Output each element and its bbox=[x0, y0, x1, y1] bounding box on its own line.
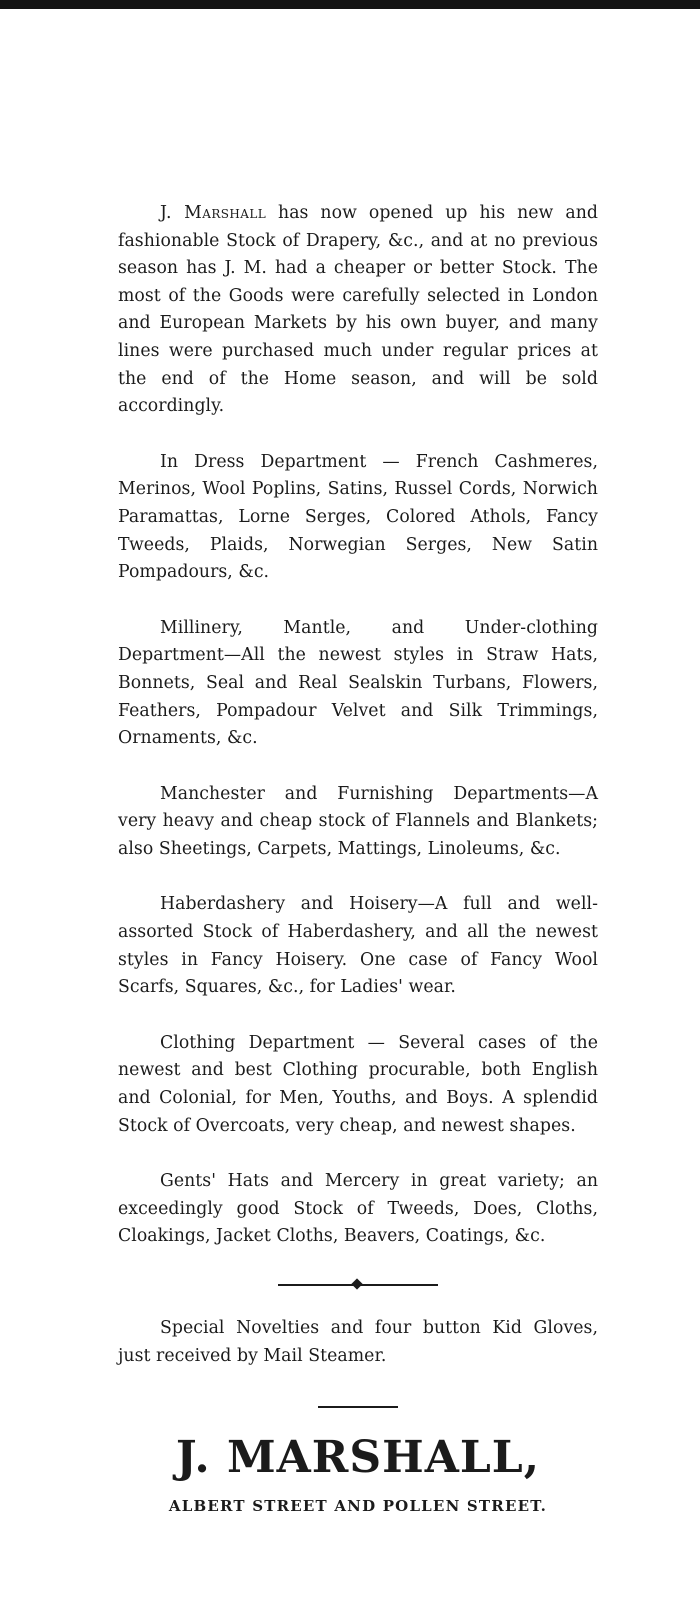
haberdashery-paragraph: Haberdashery and Hoisery—A full and well-assorted Stock of Haberdashery, and all the newest styles in Fancy Hoisery. One case of Fancy Wool Scarfs, Squares, &c., for Ladies' wear. bbox=[118, 894, 598, 998]
manchester-department-paragraph: Manchester and Furnishing Departments—A very heavy and cheap stock of Flannels and Blankets; also Sheetings, Carpets, Mattings, Linoleums, &c. bbox=[118, 783, 598, 859]
novelties-paragraph: Special Novelties and four button Kid Gloves, just received by Mail Steamer. bbox=[118, 1318, 598, 1366]
shop-name-heading: J. MARSHALL, bbox=[175, 1432, 541, 1484]
intro-text: has now opened up his new and fashionable Stock of Drapery, &c., and at no previous season has J. M. had a cheaper or better Stock. The most of the Goods were carefully selected in London and European Markets by his own buyer, and many lines were purchased much under regular prices at the end of the Home season, and will be sold accordingly. bbox=[118, 203, 598, 417]
advertisement bbox=[118, 200, 598, 1515]
shop-address: ALBERT STREET AND POLLEN STREET. bbox=[168, 1497, 548, 1516]
diamond-ornament-icon bbox=[351, 1278, 362, 1289]
gents-mercery-paragraph: Gents' Hats and Mercery in great variety; an exceedingly good Stock of Tweeds, Does, Cloths, Cloakings, Jacket Cloths, Beavers, Coatings, &c. bbox=[118, 1171, 598, 1247]
intro-paragraph bbox=[118, 200, 598, 421]
clothing-department-paragraph: Clothing Department — Several cases of the newest and best Clothing procurable, both English and Colonial, for Men, Youths, and Boys. A splendid Stock of Overcoats, very cheap, and newest shapes. bbox=[118, 1032, 598, 1136]
diamond-divider bbox=[278, 1279, 438, 1291]
top-border-rule bbox=[0, 0, 700, 9]
proprietor-name-smallcaps: J. Marshall bbox=[160, 203, 267, 223]
short-rule bbox=[318, 1406, 398, 1408]
dress-department-paragraph: In Dress Department — French Cashmeres, Merinos, Wool Poplins, Satins, Russel Cords, Norwich Paramattas, Lorne Serges, Colored Athols, Fancy Tweeds, Plaids, Norwegian Serges, New Satin Pompadours, &c. bbox=[118, 451, 598, 583]
millinery-department-paragraph: Millinery, Mantle, and Under-clothing Department—All the newest styles in Straw Hats, Bonnets, Seal and Real Sealskin Turbans, Flowers, Feathers, Pompadour Velvet and Silk Trimmings, Ornaments, &c. bbox=[118, 617, 598, 749]
